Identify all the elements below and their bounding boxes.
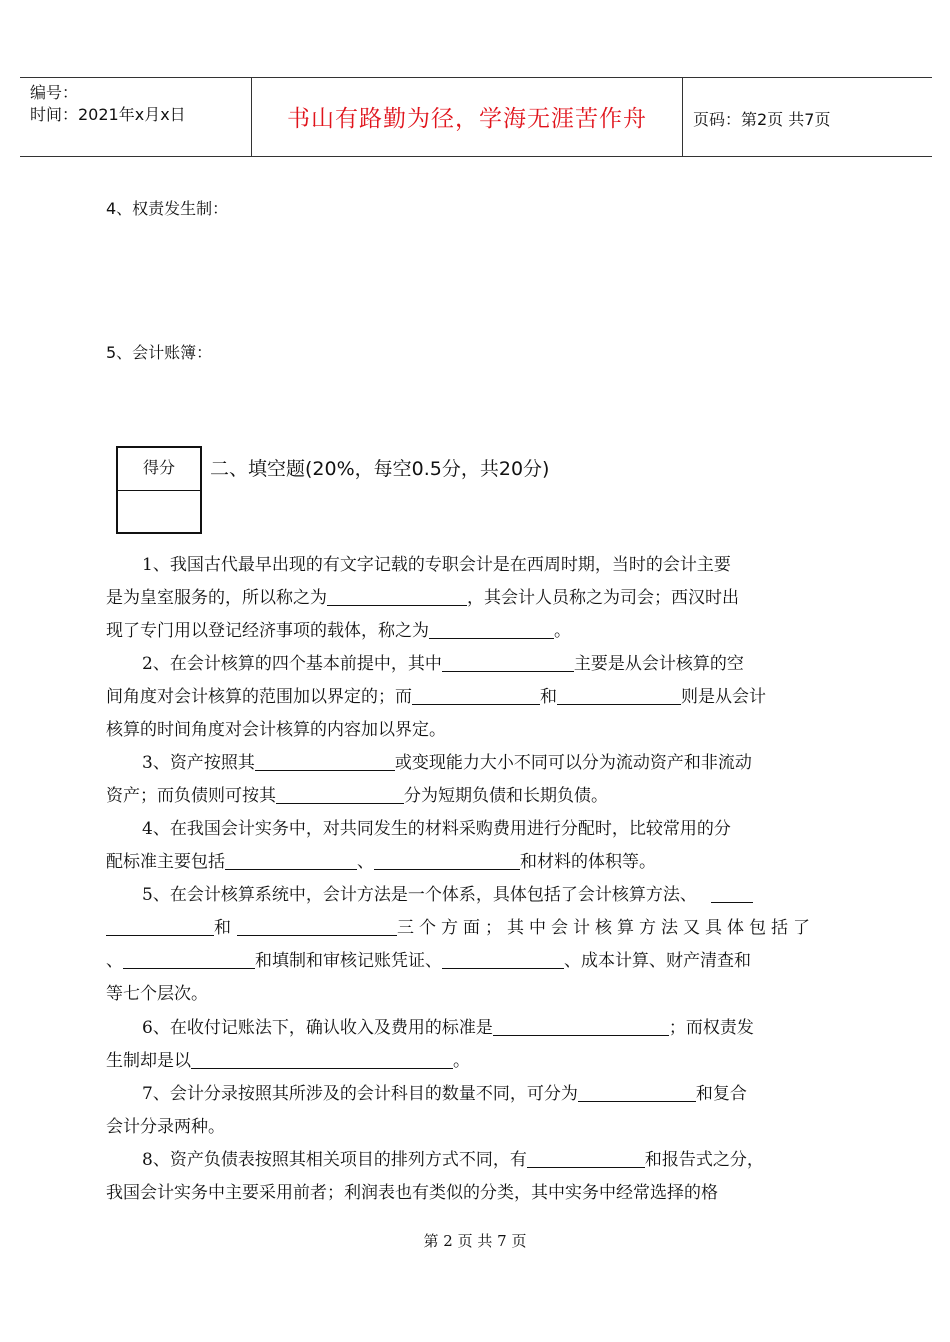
document-number-label: 编号： — [30, 83, 79, 102]
question-8-line-1 — [106, 1144, 846, 1177]
header-motto: 书山有路勤为径，学海无涯苦作舟 — [287, 106, 647, 132]
text-fragment: 6、在收付记账法下，确认收入及费用的标准是 — [142, 1018, 493, 1038]
question-7-line-2: 会计分录两种。 — [106, 1117, 225, 1137]
question-3-line-2 — [106, 780, 846, 813]
text-fragment: 或变现能力大小不同可以分为流动资产和非流动 — [394, 753, 752, 773]
text-fragment: 主要是从会计核算的空 — [573, 654, 744, 674]
question-8-line-2: 我国会计实务中主要采用前者；利润表也有类似的分类，其中实务中经常选择的格 — [106, 1183, 718, 1203]
answer-blank[interactable] — [237, 915, 397, 936]
answer-blank[interactable] — [527, 1147, 645, 1168]
header-top-rule — [20, 77, 932, 78]
text-fragment: 间角度对会计核算的范围加以界定的；而 — [106, 687, 412, 707]
answer-blank[interactable] — [225, 849, 357, 870]
answer-blank[interactable] — [327, 585, 467, 606]
question-2 — [106, 648, 846, 747]
question-1-line-3 — [106, 615, 846, 648]
text-fragment: 2、在会计核算的四个基本前提中，其中 — [142, 654, 442, 674]
question-7 — [106, 1078, 846, 1144]
question-2-line-1 — [106, 648, 846, 681]
text-fragment: 、 — [357, 852, 374, 872]
question-4 — [106, 813, 846, 879]
score-box — [116, 446, 202, 534]
text-fragment: ；而权责发 — [668, 1018, 754, 1038]
text-fragment: 资产；而负债则可按其 — [106, 786, 276, 806]
answer-blank[interactable] — [106, 915, 214, 936]
header-bottom-rule — [20, 156, 932, 157]
answer-blank[interactable] — [557, 684, 681, 705]
text-fragment: 和 — [540, 687, 557, 707]
question-5 — [106, 879, 846, 1011]
question-8 — [106, 1144, 846, 1210]
document-time-label: 时间：2021年x月x日 — [30, 105, 186, 124]
header-meta — [30, 82, 186, 126]
text-fragment: 7、会计分录按照其所涉及的会计科目的数量不同，可分为 — [142, 1084, 578, 1104]
text-fragment: 配标准主要包括 — [106, 852, 225, 872]
question-5-line-4: 等七个层次。 — [106, 984, 208, 1004]
question-6 — [106, 1012, 846, 1078]
question-6-line-1 — [106, 1012, 846, 1045]
header-divider-right — [682, 78, 683, 156]
definition-item-4: 4、权责发生制： — [106, 199, 229, 218]
question-5-line-1 — [106, 879, 846, 912]
text-fragment: 5、在会计核算系统中，会计方法是一个体系，具体包括了会计核算方法、 — [142, 885, 697, 905]
question-4-line-1: 4、在我国会计实务中，对共同发生的材料采购费用进行分配时，比较常用的分 — [142, 819, 731, 839]
text-fragment: 、成本计算、财产清查和 — [564, 951, 751, 971]
text-fragment: 生制却是以 — [106, 1051, 191, 1071]
text-fragment: 分为短期负债和长期负债。 — [404, 786, 608, 806]
answer-blank[interactable] — [412, 684, 540, 705]
answer-blank[interactable] — [123, 948, 255, 969]
text-fragment: 和复合 — [695, 1084, 747, 1104]
answer-blank[interactable] — [191, 1048, 453, 1069]
question-7-line-1 — [106, 1078, 846, 1111]
text-fragment: 三个方面；其中会计核算方法又具体包括了 — [397, 918, 815, 938]
page-footer: 第 2 页 共 7 页 — [423, 1232, 527, 1250]
answer-blank[interactable] — [493, 1015, 669, 1036]
answer-blank[interactable] — [711, 882, 753, 903]
text-fragment: 和 — [214, 918, 231, 938]
text-fragment: 、 — [106, 951, 123, 971]
text-fragment: 。 — [554, 621, 571, 641]
text-fragment: 和材料的体积等。 — [520, 852, 656, 872]
question-1-line-1: 1、我国古代最早出现的有文字记载的专职会计是在西周时期，当时的会计主要 — [142, 555, 731, 575]
question-4-line-2 — [106, 846, 846, 879]
answer-blank[interactable] — [442, 651, 574, 672]
text-fragment: 现了专门用以登记经济事项的载体，称之为 — [106, 621, 429, 641]
text-fragment: 则是从会计 — [681, 687, 766, 707]
answer-blank[interactable] — [276, 783, 404, 804]
question-2-line-2 — [106, 681, 846, 714]
text-fragment: 是为皇室服务的，所以称之为 — [106, 588, 327, 608]
question-1 — [106, 549, 846, 648]
definition-item-5: 5、会计账簿： — [106, 343, 213, 362]
question-1-line-2 — [106, 582, 846, 615]
question-5-line-2 — [106, 912, 846, 945]
score-entry-cell[interactable] — [118, 491, 200, 531]
score-label: 得分 — [118, 448, 200, 491]
text-fragment: 和报告式之分， — [644, 1150, 764, 1170]
question-3 — [106, 747, 846, 813]
text-fragment: ，其会计人员称之为司会；西汉时出 — [467, 588, 739, 608]
answer-blank[interactable] — [429, 618, 554, 639]
text-fragment: 。 — [453, 1051, 470, 1071]
header-page-label: 页码：第2页 共7页 — [693, 110, 831, 129]
question-2-line-3: 核算的时间角度对会计核算的内容加以界定。 — [106, 720, 446, 740]
text-fragment: 8、资产负债表按照其相关项目的排列方式不同，有 — [142, 1150, 527, 1170]
answer-blank[interactable] — [442, 948, 564, 969]
answer-blank[interactable] — [578, 1081, 696, 1102]
question-6-line-2 — [106, 1045, 846, 1078]
question-3-line-1 — [106, 747, 846, 780]
answer-blank[interactable] — [374, 849, 520, 870]
question-5-line-3 — [106, 945, 846, 978]
text-fragment: 3、资产按照其 — [142, 753, 255, 773]
section-title: 二、填空题(20%，每空0.5分，共20分) — [210, 458, 550, 480]
answer-blank[interactable] — [255, 750, 395, 771]
text-fragment: 和填制和审核记账凭证、 — [255, 951, 442, 971]
